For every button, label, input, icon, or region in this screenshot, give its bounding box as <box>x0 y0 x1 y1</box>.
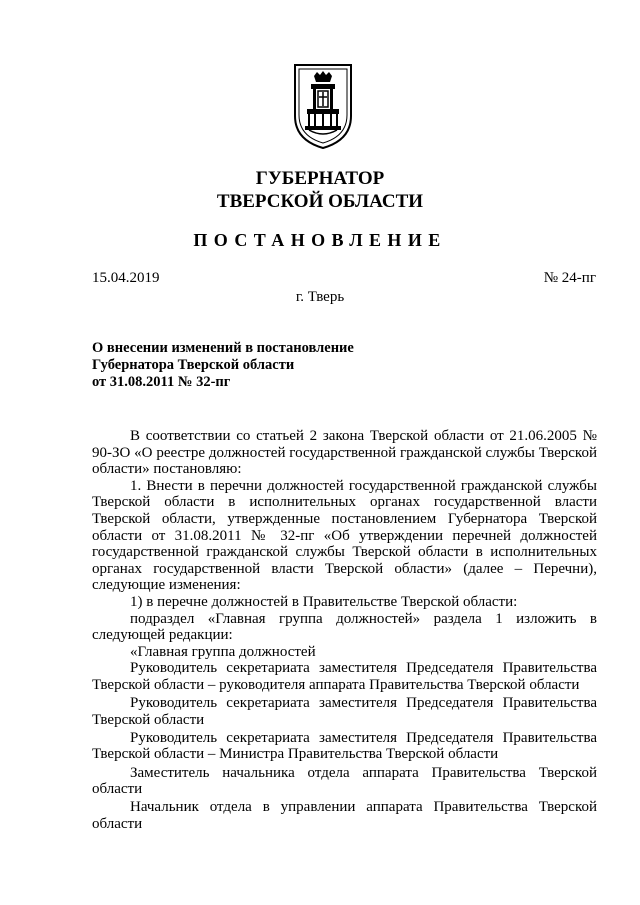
subject-line: Губернатора Тверской области <box>92 357 295 373</box>
document-number: № 24-пг <box>543 270 596 286</box>
subject-line: О внесении изменений в постановление <box>92 340 354 356</box>
body-paragraph: Руководитель секретариата заместителя Председателя Правительства Тверской области – Министра Правительства Тверской области <box>92 729 597 763</box>
coat-of-arms-icon <box>292 62 354 150</box>
document-date: 15.04.2019 <box>92 270 160 286</box>
document-type: ПОСТАНОВЛЕНИЕ <box>193 230 447 250</box>
issuer-title-line1: ГУБЕРНАТОР <box>255 168 385 189</box>
document-city: г. Тверь <box>295 289 345 305</box>
body-paragraph: Заместитель начальника отдела аппарата Правительства Тверской области <box>92 764 597 798</box>
body-paragraph: В соответствии со статьей 2 закона Тверской области от 21.06.2005 № 90-ЗО «О реестре должностей государственной гражданской службы Тверской области» постановляю: <box>92 428 597 478</box>
body-paragraph: Начальник отдела в управлении аппарата Правительства Тверской области <box>92 799 597 833</box>
issuer-title-line2: ТВЕРСКОЙ ОБЛАСТИ <box>216 191 424 212</box>
body-paragraph: подраздел «Главная группа должностей» раздела 1 изложить в следующей редакции: <box>92 610 597 644</box>
document-subject <box>92 340 354 391</box>
document-body <box>92 428 597 833</box>
body-paragraph: Руководитель секретариата заместителя Председателя Правительства Тверской области – руководителя аппарата Правительства Тверской области <box>92 660 597 693</box>
subject-line: от 31.08.2011 № 32-пг <box>92 374 231 390</box>
body-paragraph: 1. Внести в перечни должностей государственной гражданской службы Тверской области в исполнительных органах государственной власти Тверской области, утвержденные постановлением Губернатора Тверской области от 31.08.2011 № 32-пг «Об утверждении перечней должностей государственной гражданской службы Тверской области в исполнительных органах государственной власти Тверской области» (далее – Перечни), следующие изменения: <box>92 477 597 594</box>
body-paragraph: «Главная группа должностей <box>130 643 316 660</box>
body-paragraph: 1) в перечне должностей в Правительстве Тверской области: <box>130 593 518 610</box>
body-paragraph: Руководитель секретариата заместителя Председателя Правительства Тверской области <box>92 695 597 728</box>
